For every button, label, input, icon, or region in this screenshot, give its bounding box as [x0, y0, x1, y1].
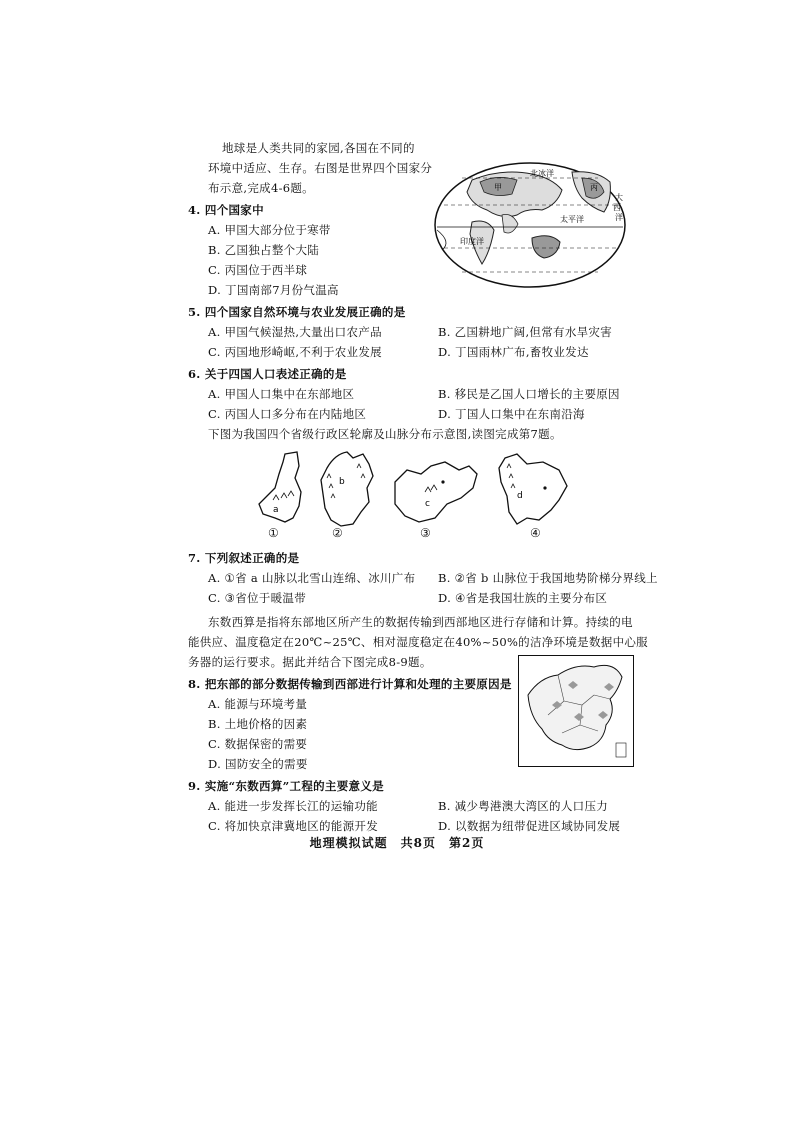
q8-intro-line-1: 东数西算是指将东部地区所产生的数据传输到西部地区进行存储和计算。持续的电: [208, 615, 633, 629]
q8-option-b: B. 土地价格的因素: [208, 717, 308, 731]
intro-line-1: 地球是人类共同的家园,各国在不同的: [222, 141, 415, 155]
q5-option-d: D. 丁国雨林广布,畜牧业发达: [438, 345, 589, 359]
q5-option-b: B. 乙国耕地广阔,但常有水旱灾害: [438, 325, 613, 339]
q6-option-c: C. 丙国人口多分布在内陆地区: [208, 407, 367, 421]
mountain-b-label: b: [339, 477, 345, 487]
q8-option-d: D. 国防安全的需要: [208, 757, 308, 771]
q7-option-a: A. ①省 a 山脉以北雪山连绵、冰川广布: [208, 571, 416, 585]
q9-option-d: D. 以数据为纽带促进区域协同发展: [438, 819, 621, 833]
arctic-ocean-label: 北冰洋: [530, 169, 554, 178]
q6-option-d: D. 丁国人口集中在东南沿海: [438, 407, 585, 421]
atlantic-label-2: 西: [613, 203, 621, 212]
q8-intro-line-2: 能供应、温度稳定在20℃~25℃、相对湿度稳定在40%~50%的洁净环境是数据中心服: [188, 635, 648, 649]
pacific-ocean-label: 太平洋: [560, 215, 584, 224]
q8-intro-line-3: 务器的运行要求。据此并结合下图完成8-9题。: [188, 655, 432, 669]
q9-option-c: C. 将加快京津冀地区的能源开发: [208, 819, 378, 833]
indian-ocean-label: 印度洋: [460, 237, 484, 246]
china-map: [518, 655, 634, 767]
q6-option-a: A. 甲国人口集中在东部地区: [208, 387, 355, 401]
country-jia-label: 甲: [494, 183, 502, 192]
q8-option-a: A. 能源与环境考量: [208, 697, 308, 711]
q9-stem: 9. 实施“东数西算”工程的主要意义是: [188, 779, 384, 793]
q4-option-c: C. 丙国位于西半球: [208, 263, 308, 277]
q8-stem: 8. 把东部的部分数据传输到西部进行计算和处理的主要原因是: [188, 677, 512, 691]
province-number-4: ④: [530, 526, 541, 540]
province-outlines: [255, 448, 575, 544]
q9-option-a: A. 能进一步发挥长江的运输功能: [208, 799, 378, 813]
q7-option-b: B. ②省 b 山脉位于我国地势阶梯分界线上: [438, 571, 658, 585]
q5-option-c: C. 丙国地形崎岖,不利于农业发展: [208, 345, 382, 359]
mountain-a-label: a: [273, 505, 279, 515]
intro-line-2: 环境中适应、生存。右图是世界四个国家分: [208, 161, 433, 175]
q6-option-b: B. 移民是乙国人口增长的主要原因: [438, 387, 620, 401]
mountain-c-label: c: [425, 499, 430, 509]
country-bing-label: 丙: [590, 183, 598, 192]
q7-option-d: D. ④省是我国壮族的主要分布区: [438, 591, 608, 605]
atlantic-label-3: 洋: [615, 213, 623, 222]
intro-line-3: 布示意,完成4-6题。: [208, 181, 314, 195]
q7-option-c: C. ③省位于暖温带: [208, 591, 307, 605]
q8-option-c: C. 数据保密的需要: [208, 737, 308, 751]
q5-stem: 5. 四个国家自然环境与农业发展正确的是: [188, 305, 406, 319]
q4-option-b: B. 乙国独占整个大陆: [208, 243, 320, 257]
province-number-3: ③: [420, 526, 431, 540]
q5-option-a: A. 甲国气候湿热,大量出口农产品: [208, 325, 382, 339]
q4-option-a: A. 甲国大部分位于寒带: [208, 223, 331, 237]
atlantic-label-1: 大: [615, 193, 623, 202]
q9-option-b: B. 减少粤港澳大湾区的人口压力: [438, 799, 609, 813]
page-footer: 地理模拟试题 共8页 第2页: [309, 836, 485, 850]
q6-stem: 6. 关于四国人口表述正确的是: [188, 367, 347, 381]
province-number-1: ①: [268, 526, 279, 540]
q7-stem: 7. 下列叙述正确的是: [188, 551, 300, 565]
province-number-2: ②: [332, 526, 343, 540]
world-map: [432, 160, 628, 290]
q7-intro: 下图为我国四个省级行政区轮廓及山脉分布示意图,读图完成第7题。: [208, 427, 562, 441]
q4-stem: 4. 四个国家中: [188, 203, 264, 217]
q4-option-d: D. 丁国南部7月份气温高: [208, 283, 339, 297]
mountain-d-label: d: [517, 491, 523, 501]
